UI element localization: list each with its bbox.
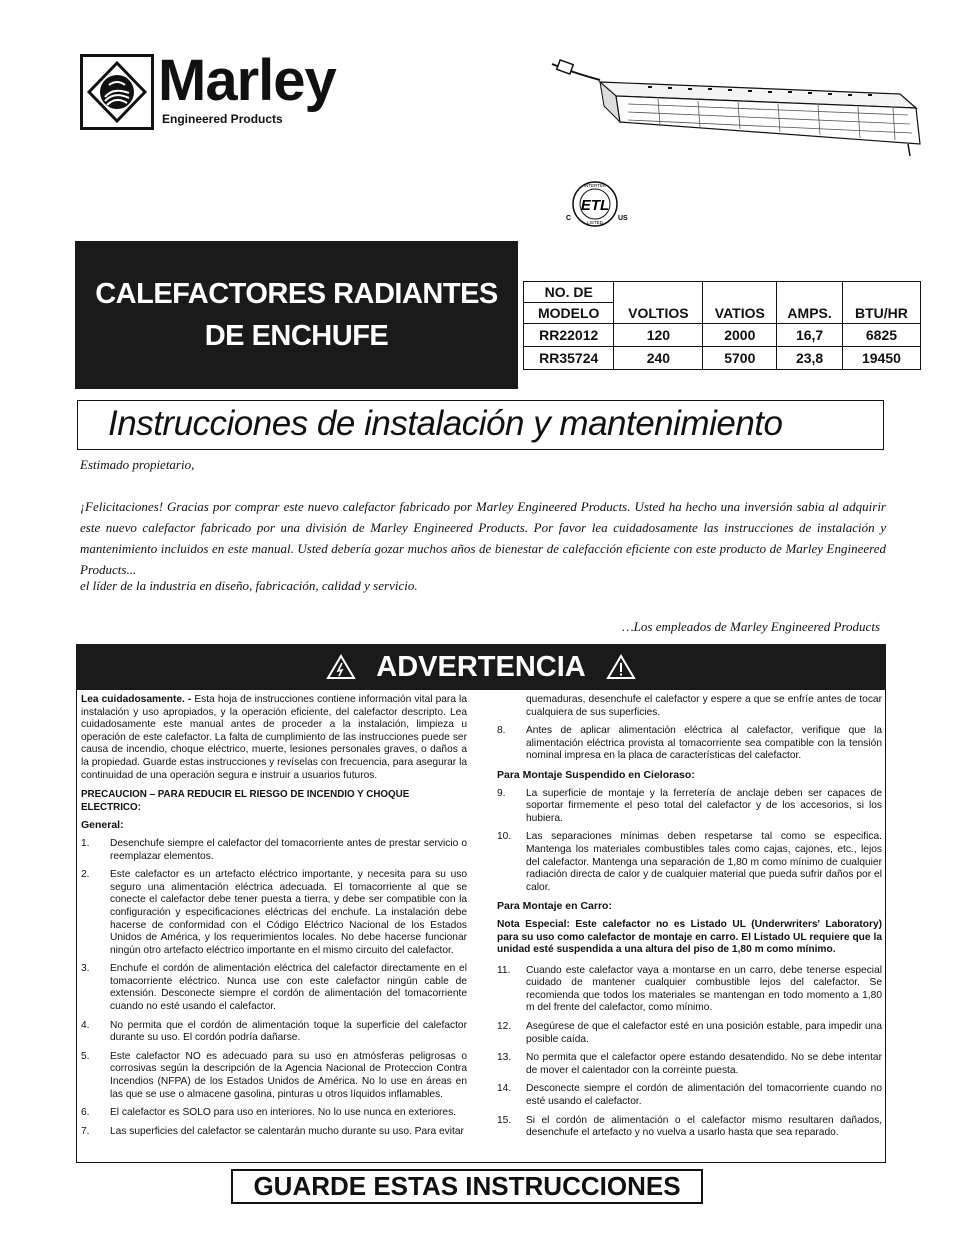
svg-text:C: C bbox=[566, 215, 572, 222]
table-cell: 16,7 bbox=[777, 324, 843, 347]
list-item: quemaduras, desenchufe el calefactor y espere a que se enfríe antes de tocar cualquiera de sus superficies. bbox=[526, 694, 882, 718]
warning-title: ADVERTENCIA bbox=[376, 650, 586, 683]
cart-heading: Para Montaje en Carro: bbox=[497, 900, 612, 913]
svg-text:ETL: ETL bbox=[580, 197, 610, 214]
list-item: 8. Antes de aplicar alimentación eléctrica al calefactor, verifique que la alimentación eléctrica provista al tomacorriente sea compatible con la tensión nominal impresa en la placa de características del calefactor. bbox=[497, 725, 882, 762]
list-item bbox=[497, 1083, 882, 1108]
list-item-text: Este calefactor es un artefacto eléctrico importante, y necesita para su uso seguro una alimentación eléctrica adecuada. El tomacorriente al que se conecte el calefactor debe tener puesta a tierra, y debe ser compatible con la configuración y especificaciones eléctricas del enchufe. La instalación debe hacerse de conformidad con el Código Eléctrico Nacional de los Estados Unidos de América, y los requerimientos locales. No debe hacerse funcionar ningún otro artefacto eléctrico importante en el mismo circuito del calefactor. bbox=[110, 869, 467, 956]
list-item bbox=[81, 963, 467, 1013]
list-item-number: 6. bbox=[81, 1107, 90, 1119]
special-note: Nota Especial: Este calefactor no es Listado UL (Underwriters' Laboratory) para su uso como calefactor de montaje en carro. El Listado UL requiere que la unidad esté suspendida a una altura del piso de 1,80 m como mínimo. bbox=[497, 918, 882, 956]
warning-right-column bbox=[497, 694, 882, 1146]
spec-header-watts: VATIOS bbox=[703, 282, 777, 324]
table-row bbox=[524, 324, 921, 347]
table-cell: RR35724 bbox=[524, 347, 614, 370]
list-item-number: 12. bbox=[497, 1021, 512, 1033]
list-item-number: 3. bbox=[81, 963, 90, 975]
brand-name: Marley bbox=[158, 48, 336, 113]
page-heading: Instrucciones de instalación y mantenimiento bbox=[77, 400, 884, 450]
cart-list bbox=[497, 965, 882, 1140]
list-item-text: El calefactor es SOLO para uso en interiores. No lo use nunca en exteriores. bbox=[110, 1107, 456, 1119]
list-item-text: Las superficies del calefactor se calentarán mucho durante su uso. Para evitar bbox=[110, 1125, 464, 1137]
list-item-number: 14. bbox=[497, 1083, 512, 1095]
list-item-text: Este calefactor NO es adecuado para su uso en atmósferas peligrosas o corrosivas según la descripción de la Agencia Nacional de Proteccion Contra Incendios (NFPA) de los Estados Unidos de América. No lo use en áreas en las que se use o almacene gasolina, pinturas u otros líquidos inflamables. bbox=[110, 1050, 467, 1100]
list-item bbox=[81, 869, 467, 957]
list-item-text: Asegúrese de que el calefactor esté en una posición estable, para impedir una posible caída. bbox=[526, 1021, 882, 1045]
general-heading: General: bbox=[81, 819, 124, 832]
letter-signature: …Los empleados de Marley Engineered Products bbox=[622, 619, 880, 634]
list-item-number: 10. bbox=[497, 831, 512, 843]
list-item-text: No permita que el cordón de alimentación toque la superficie del calefactor durante su uso. El cordón podría dañarse. bbox=[110, 1019, 467, 1044]
save-instructions-footer: GUARDE ESTAS INSTRUCCIONES bbox=[231, 1169, 703, 1204]
list-item-number: 13. bbox=[497, 1052, 512, 1064]
svg-text:LISTED: LISTED bbox=[587, 220, 603, 225]
table-cell: 6825 bbox=[842, 324, 920, 347]
warning-left-column bbox=[81, 694, 467, 1144]
table-cell: 5700 bbox=[703, 347, 777, 370]
etl-listed-mark bbox=[558, 178, 632, 230]
heater-illustration bbox=[548, 50, 928, 158]
table-row bbox=[524, 347, 921, 370]
spec-header-model-bottom: MODELO bbox=[524, 303, 614, 324]
product-title-line1: CALEFACTORES RADIANTES bbox=[95, 278, 498, 310]
list-item bbox=[497, 1115, 882, 1140]
intro-text: Esta hoja de instrucciones contiene información vital para la instalación y uso apropiados, y la operación eficiente, del calefactor descripto. Lea cuidadosamente este manual antes de proceder a la instalación, limpieza u operación de este calefactor. La falta de cumplimiento de las instrucciones puede ser causa de incendio, choque eléctrico, muerte, lesiones personales graves, o daños a la propiedad. Guarde estas instrucciones y revíselas con frecuencia, para asegurar la continuidad de una operación segura e instruir a usuarios futuros. bbox=[81, 694, 467, 781]
list-item-number: 5. bbox=[81, 1050, 90, 1062]
intro-label: Lea cuidadosamente. - bbox=[81, 694, 192, 705]
letter-line2: el líder de la industria en diseño, fabricación, calidad y servicio. bbox=[80, 578, 418, 593]
list-item bbox=[497, 965, 882, 1015]
list-item-text: Cuando este calefactor vaya a montarse en un carro, debe tenerse especial cuidado de mantener cualquier combustible lejos del calefactor. Se recomienda que todos los materiales se mantengan en todo momento a 1,80 m del frente del calefactor, como mínimo. bbox=[526, 964, 882, 1014]
spec-header-model-top: NO. DE bbox=[524, 282, 614, 303]
list-item-number: 9. bbox=[497, 787, 506, 799]
marley-logo-mark bbox=[80, 54, 154, 130]
list-item bbox=[81, 838, 467, 863]
warning-icon bbox=[606, 654, 636, 680]
list-item bbox=[81, 1051, 467, 1101]
list-item bbox=[81, 1020, 467, 1045]
table-cell: 120 bbox=[614, 324, 703, 347]
spec-header-btu: BTU/HR bbox=[842, 282, 920, 324]
product-title-block bbox=[75, 241, 518, 389]
list-item-number: 7. bbox=[81, 1125, 90, 1137]
list-item-number: 4. bbox=[81, 1019, 90, 1031]
ceiling-list bbox=[497, 788, 882, 895]
warning-body bbox=[76, 690, 886, 1163]
list-item-number: 1. bbox=[81, 837, 90, 849]
table-cell: 19450 bbox=[842, 347, 920, 370]
list-item-number: 15. bbox=[497, 1114, 512, 1126]
svg-text:INTERTEK: INTERTEK bbox=[583, 183, 607, 188]
list-item-number: 2. bbox=[81, 869, 90, 881]
table-cell: 23,8 bbox=[777, 347, 843, 370]
list-item bbox=[81, 1126, 467, 1139]
spec-header-amps: AMPS. bbox=[777, 282, 843, 324]
svg-text:US: US bbox=[618, 215, 628, 222]
list-item-text: La superficie de montaje y la ferretería de anclaje deben ser capaces de soportar firmemente el peso total del calefactor y de los accesorios, si los hubiera. bbox=[526, 787, 882, 824]
brand-tagline: Engineered Products bbox=[162, 112, 283, 126]
letter-body: ¡Felicitaciones! Gracias por comprar este nuevo calefactor fabricado por Marley Engineered Products. Usted ha hecho una inversión sabia al adquirir este nuevo calefactor fabricado por una división de Marley Engineered Products. Por favor lea cuidadosamente las instrucciones de instalación y mantenimiento incluidos en este manual. Usted debería gozar muchos años de bienestar de calefacción eficiente con este producto de Marley Engineered Products... bbox=[80, 499, 886, 577]
spec-table bbox=[523, 281, 921, 370]
precaution-heading: PRECAUCION – PARA REDUCIR EL RIESGO DE INCENDIO Y CHOQUE ELECTRICO: bbox=[81, 789, 410, 813]
list-item-text: No permita que el calefactor opere estando desatendido. No se debe intentar de mover el calentador con la correinte puesta. bbox=[526, 1052, 882, 1076]
table-cell: 240 bbox=[614, 347, 703, 370]
list-item bbox=[81, 1107, 467, 1120]
letter-greeting: Estimado propietario, bbox=[80, 457, 195, 472]
list-item-text: Desconecte siempre el cordón de alimentación del tomacorriente cuando no esté usando el calefactor. bbox=[526, 1083, 882, 1108]
table-cell: RR22012 bbox=[524, 324, 614, 347]
list-item bbox=[497, 1021, 882, 1046]
list-item-text: Si el cordón de alimentación o el calefactor mismo resultaren dañados, desenchufe el artefacto y no vuelva a usarlo hasta que sea reparado. bbox=[526, 1114, 882, 1139]
electric-hazard-icon bbox=[326, 654, 356, 680]
product-title-line2: DE ENCHUFE bbox=[204, 320, 389, 352]
warning-banner bbox=[76, 644, 886, 690]
general-list bbox=[81, 838, 467, 1138]
list-item-number: 11. bbox=[497, 964, 511, 976]
list-item-text: Desenchufe siempre el calefactor del tomacorriente antes de prestar servicio o reemplazar elementos. bbox=[110, 837, 467, 862]
spec-header-volts: VOLTIOS bbox=[614, 282, 703, 324]
table-cell: 2000 bbox=[703, 324, 777, 347]
list-item bbox=[497, 1052, 882, 1077]
list-item-text: Enchufe el cordón de alimentación eléctrica del calefactor directamente en el tomacorriente eléctrico. Nunca use con este calefactor ningún cable de extensión. Desconecte siempre el cordón de alimentación del tomacorriente cuando no esté usando el calefactor. bbox=[110, 963, 467, 1013]
ceiling-heading: Para Montaje Suspendido en Cieloraso: bbox=[497, 768, 695, 781]
list-item bbox=[497, 831, 882, 894]
list-item-text: Las separaciones mínimas deben respetarse tal como se especifica. Mantenga los materiales combustibles tales como cajas, cajones, etc., lejos del calefactor. Mantenga una separación de 1,80 m como mínimo de cualquier radiación directa de calor y de cualquier material que pueda sufrir daños por el calor. bbox=[526, 831, 882, 893]
warning-intro bbox=[81, 694, 467, 782]
list-item bbox=[497, 788, 882, 826]
